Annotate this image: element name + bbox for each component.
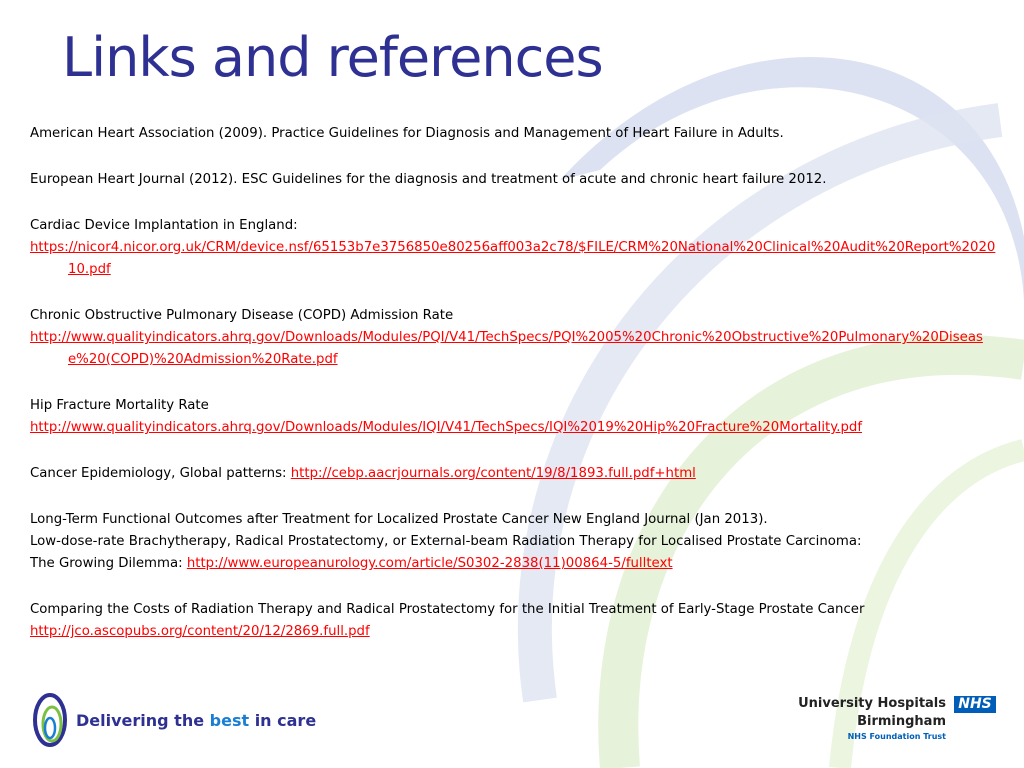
reference-item — [30, 169, 998, 191]
reference-text: European Heart Journal (2012). ESC Guidelines for the diagnosis and treatment of acute and chronic heart failure 2012. — [30, 172, 827, 187]
reference-item — [30, 395, 998, 417]
reference-text: American Heart Association (2009). Practice Guidelines for Diagnosis and Management of Heart Failure in Adults. — [30, 126, 784, 141]
reference-link[interactable]: http://cebp.aacrjournals.org/content/19/8/1893.full.pdf+html — [290, 466, 696, 481]
tagline — [76, 711, 316, 730]
swirl-logo-icon — [30, 690, 70, 750]
reference-text: The Growing Dilemma: — [30, 556, 187, 571]
reference-text: Chronic Obstructive Pulmonary Disease (COPD) Admission Rate — [30, 308, 454, 323]
tagline-start: Delivering the — [76, 710, 210, 730]
reference-item — [30, 327, 998, 371]
reference-text: Cancer Epidemiology, Global patterns: — [30, 466, 291, 481]
reference-text: Low-dose-rate Brachytherapy, Radical Prostatectomy, or External-beam Radiation Therapy for Localised Prostate Carcinoma: — [30, 534, 862, 549]
footer-tagline-block — [30, 690, 316, 750]
page-title: Links and references — [62, 26, 603, 89]
org-name-line1: University Hospitals — [798, 696, 946, 711]
reference-item — [30, 531, 998, 553]
reference-item — [30, 599, 998, 621]
reference-item — [30, 509, 998, 531]
reference-item — [30, 417, 998, 439]
tagline-accent: best — [209, 710, 250, 730]
reference-link[interactable]: http://www.qualityindicators.ahrq.gov/Downloads/Modules/PQI/V41/TechSpecs/PQI%2005%20Chronic%20Obstructive%20Pulmonary%20Disease%20(COPD)%20Admission%20Rate.pdf — [30, 330, 983, 367]
reference-item — [30, 123, 998, 145]
reference-item — [30, 237, 998, 281]
reference-link[interactable]: https://nicor4.nicor.org.uk/CRM/device.nsf/65153b7e3756850e80256aff003a2c78/$FILE/CRM%20National%20Clinical%20Audit%20Report%202010.pdf — [30, 240, 996, 277]
org-logo-block — [796, 696, 996, 742]
reference-link[interactable]: http://www.europeanurology.com/article/S0302-2838(11)00864-5/fulltext — [186, 556, 673, 571]
reference-text: Hip Fracture Mortality Rate — [30, 398, 209, 413]
reference-text: Long-Term Functional Outcomes after Treatment for Localized Prostate Cancer New England Journal (Jan 2013). — [30, 512, 768, 527]
reference-item — [30, 463, 998, 485]
reference-link[interactable]: http://jco.ascopubs.org/content/20/12/2869.full.pdf — [30, 624, 370, 639]
reference-item — [30, 305, 998, 327]
references-list — [30, 123, 998, 643]
reference-text: Cardiac Device Implantation in England: — [30, 218, 298, 233]
nhs-logo-badge: NHS — [954, 696, 996, 713]
reference-link[interactable]: http://www.qualityindicators.ahrq.gov/Downloads/Modules/IQI/V41/TechSpecs/IQI%2019%20Hip%20Fracture%20Mortality.pdf — [30, 420, 863, 435]
reference-text: Comparing the Costs of Radiation Therapy and Radical Prostatectomy for the Initial Treatment of Early-Stage Prostate Cancer — [30, 602, 865, 617]
reference-item — [30, 215, 998, 237]
org-name-line2: Birmingham — [857, 714, 946, 729]
tagline-end: in care — [249, 710, 317, 730]
org-name-line3: NHS Foundation Trust — [847, 732, 946, 741]
reference-item — [30, 553, 998, 575]
reference-item — [30, 621, 998, 643]
